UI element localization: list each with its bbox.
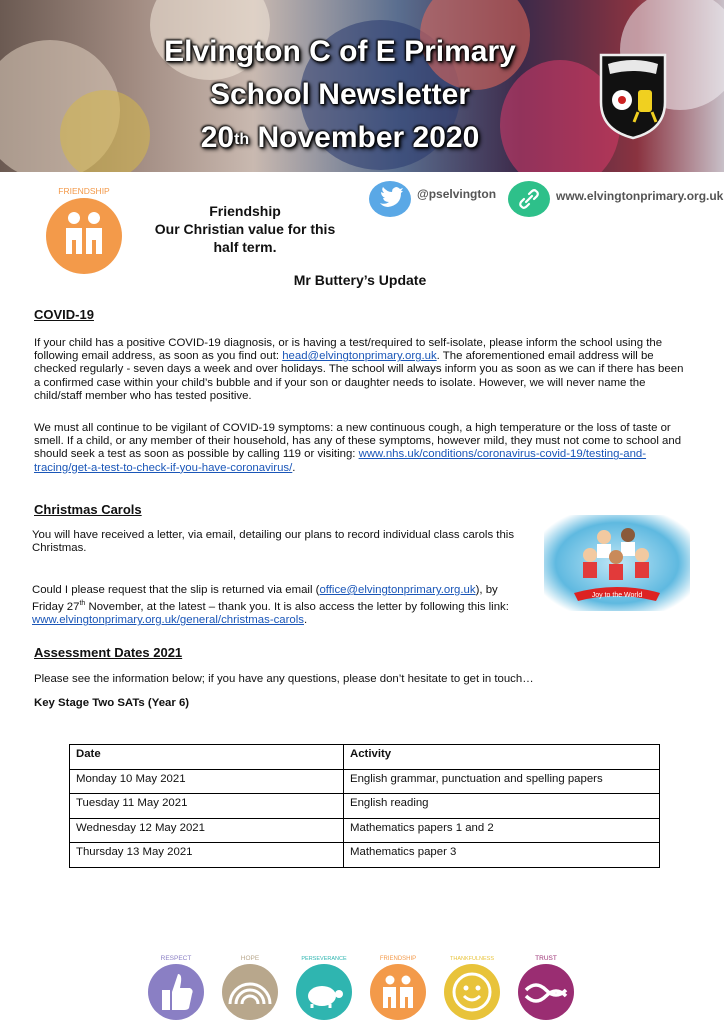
table-header-row: [70, 745, 660, 770]
carols-paragraph-2: Could I please request that the slip is returned via email (office@elvingtonprimary.org.uk), by Friday 27th November, at the latest – thank you. It is also access the letter by following this link: www.elvingtonprimary.org.uk/general/christmas-carols.: [32, 584, 509, 627]
table-row: Tuesday 11 May 2021 English reading: [70, 794, 660, 819]
school-crest-logo: [598, 52, 668, 140]
perseverance-badge-icon: [292, 950, 356, 1022]
respect-badge-icon: [144, 950, 208, 1022]
svg-text:PERSEVERANCE: PERSEVERANCE: [301, 956, 347, 962]
trust-badge-icon: [514, 950, 578, 1022]
svg-text:THANKFULNESS: THANKFULNESS: [449, 956, 495, 962]
twitter-icon[interactable]: [369, 181, 411, 217]
christian-value-text: Friendship Our Christian value for this half term.: [154, 203, 336, 255]
svg-text:TRUST: TRUST: [535, 955, 557, 962]
title-line-1: Elvington C of E Primary: [164, 35, 516, 68]
update-heading: Mr Buttery’s Update: [293, 272, 427, 288]
table-row: Wednesday 12 May 2021 Mathematics papers 1 and 2: [70, 818, 660, 843]
covid-paragraph-2: We must all continue to be vigilant of COVID-19 symptoms: a new continuous cough, a high temperature or the loss of taste or smell. If a child, or any member of their household, has any of these symptoms, however mild, they must not come to school and should seek a test as soon as possible by calling 119 or visiting: www.nhs.uk/conditions/coronavirus-covid-19/testing-and-tracing/get-a-test-to-check-if-you-have-coronavirus/.: [34, 422, 682, 474]
covid-paragraph-1: If your child has a positive COVID-19 diagnosis, or is having a test/required to self-isolate, please inform the school using the following email address, as soon as you find out: head@elvingtonprimary.org.uk. The aforementioned email address will be checked regularly - seven days a week and over holidays. The school will always inform you as soon as we can if there has been a confirmed case within your child’s bubble and if your son or daughter needs to isolate. However, we will never name the child/staff member who has tested positive.: [34, 337, 684, 402]
carols-letter-link[interactable]: www.elvingtonprimary.org.uk/general/christmas-carols: [32, 614, 304, 627]
sats-table: [69, 744, 660, 868]
covid-heading: COVID-19: [34, 307, 94, 322]
nhs-test-link[interactable]: www.nhs.uk/conditions/coronavirus-covid-19/testing-and-tracing/get-a-test-to-check-if-you-have-coronavirus/: [34, 448, 647, 474]
svg-text:HOPE: HOPE: [240, 955, 260, 962]
twitter-handle[interactable]: @pselvington: [417, 187, 497, 201]
link-icon[interactable]: [508, 181, 550, 217]
column-header-activity: Activity: [344, 745, 660, 770]
website-url[interactable]: www.elvingtonprimary.org.uk: [556, 189, 724, 203]
head-email-link[interactable]: head@elvingtonprimary.org.uk: [282, 350, 437, 363]
assessment-intro: Please see the information below; if you have any questions, please don’t hesitate to get in touch…: [34, 673, 534, 685]
title-date: 20th November 2020: [200, 121, 480, 154]
friendship-badge-icon: [44, 180, 124, 276]
friendship-footer-badge-icon: [366, 950, 430, 1022]
carols-paragraph-1: You will have received a letter, via email, detailing our plans to record individual class carols this Christmas.: [32, 529, 515, 555]
office-email-link[interactable]: office@elvingtonprimary.org.uk: [319, 584, 476, 596]
hope-badge-icon: [218, 950, 282, 1022]
friendship-badge-label: FRIENDSHIP: [58, 186, 110, 196]
carol-banner-text: Joy to the World: [591, 592, 643, 599]
svg-text:FRIENDSHIP: FRIENDSHIP: [379, 956, 417, 962]
carol-singers-image: [544, 515, 690, 611]
assessment-heading: Assessment Dates 2021: [34, 645, 183, 660]
thankfulness-badge-icon: [440, 950, 504, 1022]
svg-text:RESPECT: RESPECT: [160, 955, 192, 962]
table-row: Thursday 13 May 2021 Mathematics paper 3: [70, 843, 660, 868]
title-line-2: School Newsletter: [209, 78, 471, 111]
ks2-subheading: Key Stage Two SATs (Year 6): [34, 697, 190, 709]
table-row: Monday 10 May 2021 English grammar, punctuation and spelling papers: [70, 769, 660, 794]
newsletter-title: [100, 30, 580, 159]
column-header-date: Date: [70, 745, 344, 770]
carols-heading: Christmas Carols: [34, 502, 142, 517]
